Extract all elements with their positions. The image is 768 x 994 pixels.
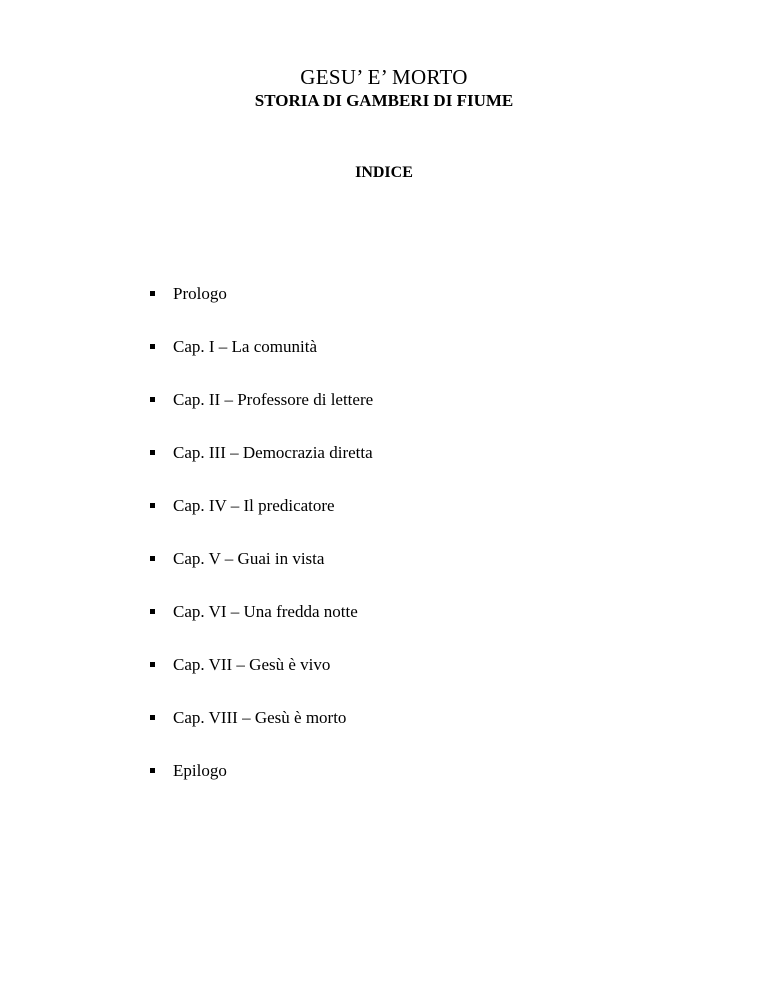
square-bullet-icon — [150, 556, 155, 561]
document-title: GESU’ E’ MORTO — [300, 65, 468, 89]
toc-item-label: Prologo — [173, 284, 227, 303]
toc-item-label: Cap. V – Guai in vista — [173, 549, 325, 568]
square-bullet-icon — [150, 397, 155, 402]
toc-item-label: Cap. III – Democrazia diretta — [173, 443, 373, 462]
toc-item-label: Cap. VIII – Gesù è morto — [173, 708, 347, 727]
toc-item-label: Cap. VII – Gesù è vivo — [173, 655, 331, 674]
document-subtitle: STORIA DI GAMBERI DI FIUME — [254, 91, 514, 110]
square-bullet-icon — [150, 503, 155, 508]
square-bullet-icon — [150, 662, 155, 667]
toc-item-label: Cap. II – Professore di lettere — [173, 390, 374, 409]
index-heading: INDICE — [355, 164, 413, 181]
square-bullet-icon — [150, 609, 155, 614]
square-bullet-icon — [150, 450, 155, 455]
square-bullet-icon — [150, 344, 155, 349]
square-bullet-icon — [150, 715, 155, 720]
toc-item-label: Epilogo — [173, 761, 227, 780]
toc-item-label: Cap. VI – Una fredda notte — [173, 602, 358, 621]
square-bullet-icon — [150, 768, 155, 773]
toc-item-label: Cap. I – La comunità — [173, 337, 317, 356]
square-bullet-icon — [150, 291, 155, 296]
toc-item-label: Cap. IV – Il predicatore — [173, 496, 335, 515]
